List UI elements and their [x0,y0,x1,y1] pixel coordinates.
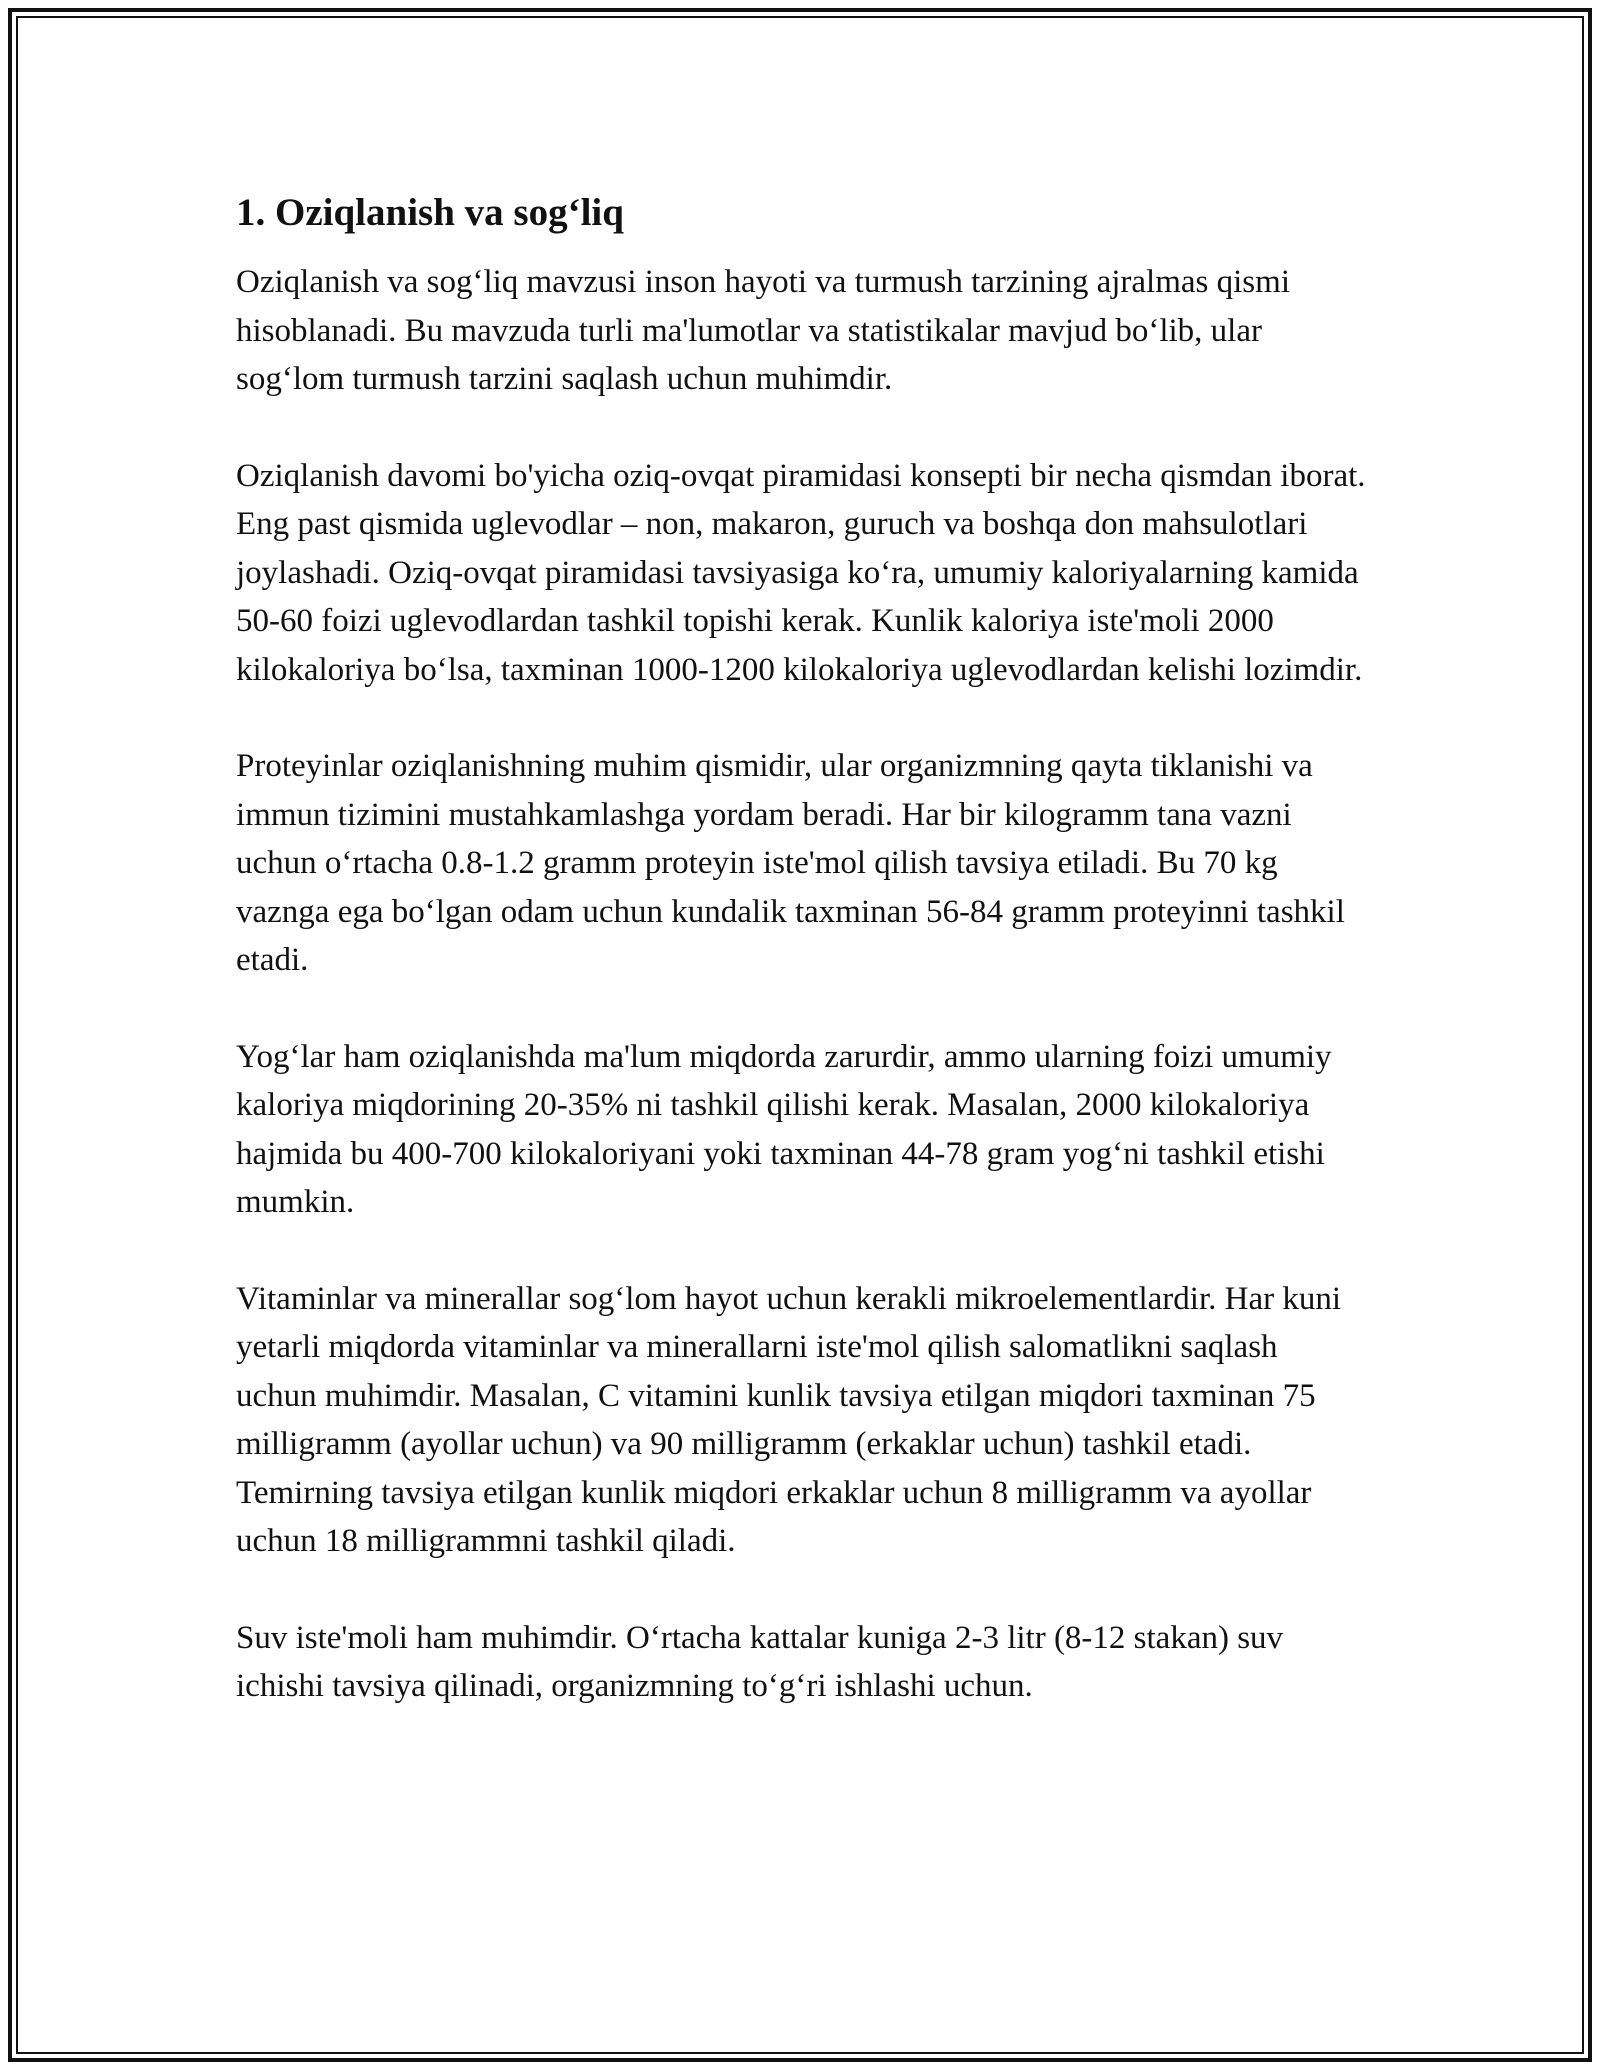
section-heading: 1. Oziqlanish va sog‘liq [236,191,624,234]
paragraph-carbohydrates: Oziqlanish davomi bo'yicha oziq-ovqat piramidasi konsepti bir necha qismdan iborat. Eng past qismida uglevodlar – non, makaron, guruch va boshqa don mahsulotlari joylashadi. Oziq-ovqat piramidasi tavsiyasiga ko‘ra, umumiy kaloriyalarning kamida 50-60 foizi uglevodlardan tashkil topishi kerak. Kunlik kaloriya iste'moli 2000 kilokaloriya bo‘lsa, taxminan 1000-1200 kilokaloriya uglevodlardan kelishi lozimdir. [236,457,1366,688]
document-body [236,186,1366,1759]
paragraph-water: Suv iste'moli ham muhimdir. O‘rtacha kattalar kuniga 2-3 litr (8-12 stakan) suv ichishi tavsiya qilinadi, organizmning to‘g‘ri ishlashi uchun. [236,1619,1284,1704]
paragraph-fats: Yog‘lar ham oziqlanishda ma'lum miqdorda zarurdir, ammo ularning foizi umumiy kaloriya miqdorining 20-35% ni tashkil qilishi kerak. Masalan, 2000 kilokaloriya hajmida bu 400-700 kilokaloriyani yoki taxminan 44-78 gram yog‘ni tashkil etishi mumkin. [236,1038,1332,1220]
paragraph-vitamins-minerals: Vitaminlar va minerallar sog‘lom hayot uchun kerakli mikroelementlardir. Har kuni yetarli miqdorda vitaminlar va minerallarni iste'mol qilish salomatlikni saqlash uchun muhimdir. Masalan, C vitamini kunlik tavsiya etilgan miqdori taxminan 75 milligramm (ayollar uchun) va 90 milligramm (erkaklar uchun) tashkil etadi. Temirning tavsiya etilgan kunlik miqdori erkaklar uchun 8 milligramm va ayollar uchun 18 milligrammni tashkil qiladi. [236,1280,1342,1559]
paragraph-intro: Oziqlanish va sog‘liq mavzusi inson hayoti va turmush tarzining ajralmas qismi hisoblanadi. Bu mavzuda turli ma'lumotlar va statistikalar mavjud bo‘lib, ular sog‘lom turmush tarzini saqlash uchun muhimdir. [236,264,1290,397]
paragraph-proteins: Proteyinlar oziqlanishning muhim qismidir, ular organizmning qayta tiklanishi va immun tizimini mustahkamlashga yordam beradi. Har bir kilogramm tana vazni uchun o‘rtacha 0.8-1.2 gramm proteyin iste'mol qilish tavsiya etiladi. Bu 70 kg vaznga ega bo‘lgan odam uchun kundalik taxminan 56-84 gramm proteyinni tashkil etadi. [236,748,1345,978]
